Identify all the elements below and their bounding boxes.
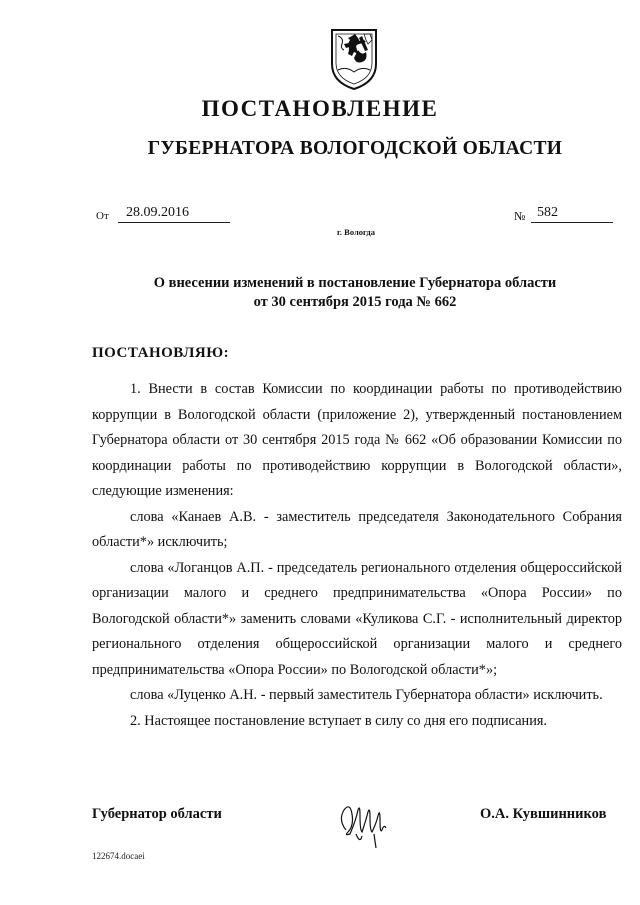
document-number: 582 bbox=[531, 204, 613, 223]
subject-line-1: О внесении изменений в постановление Губернатора области bbox=[153, 275, 557, 291]
city-label: г. Вологда bbox=[337, 227, 375, 237]
paragraph: слова «Логанцов А.П. - председатель регионального отделения общероссийской организации малого и среднего предпринимательства «Опора России» по Вологодской области*» заменить словами «Куликова С.Г. - исполнительный директор регионального отделения общероссийской организации малого и среднего предпринимательства «Опора России» по Вологодской области*»; bbox=[92, 559, 622, 678]
signatory-name: О.А. Кувшинников bbox=[480, 806, 607, 822]
paragraph: слова «Луценко А.Н. - первый заместитель Губернатора области» исключить. bbox=[130, 687, 603, 703]
document-date: 28.09.2016 bbox=[118, 204, 230, 223]
decree-heading: ПОСТАНОВЛЯЮ: bbox=[92, 345, 230, 361]
signatory-position: Губернатор области bbox=[92, 806, 222, 822]
subject-line-2: от 30 сентября 2015 года № 662 bbox=[253, 294, 457, 310]
document-file-id: 122674.docaei bbox=[92, 851, 145, 861]
coat-of-arms-icon bbox=[328, 26, 380, 92]
document-body bbox=[92, 377, 622, 734]
document-issuer: ГУБЕРНАТОРА ВОЛОГОДСКОЙ ОБЛАСТИ bbox=[147, 138, 563, 159]
document-title: ПОСТАНОВЛЕНИЕ bbox=[201, 96, 439, 121]
paragraph: 1. Внести в состав Комиссии по координации работы по противодействию коррупции в Вологодской области (приложение 2), утвержденный постановлением Губернатора области от 30 сентября 2015 года № 662 «Об образовании Комиссии по координации работы по противодействию коррупции в Вологодской области», следующие изменения: bbox=[92, 381, 622, 499]
handwritten-signature bbox=[334, 790, 392, 850]
date-label: От bbox=[96, 210, 109, 222]
paragraph: 2. Настоящее постановление вступает в силу со дня его подписания. bbox=[130, 712, 547, 729]
document-subject bbox=[0, 274, 640, 312]
paragraph: слова «Канаев А.В. - заместитель председателя Законодательного Собрания области*» исключить; bbox=[92, 508, 622, 550]
number-label: № bbox=[514, 209, 526, 223]
